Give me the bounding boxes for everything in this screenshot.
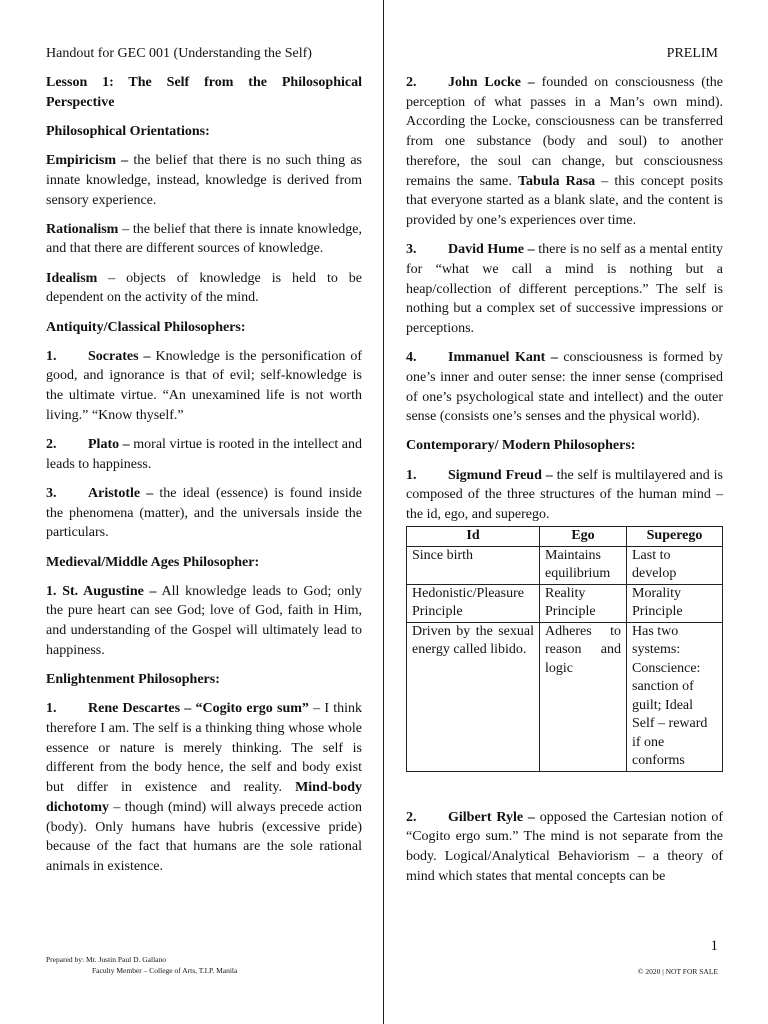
table-cell: Maintains equilibrium xyxy=(540,546,627,584)
table-cell: Morality Principle xyxy=(627,584,723,622)
left-column xyxy=(46,73,362,886)
freud-structures-table xyxy=(406,526,723,772)
descartes-paragraph: 1. Rene Descartes – “Cogito ergo sum” – I think therefore I am. The self is a thinking thing whose whole essence or nature is merely thinking. The self is different from the body hence, the self and body exist but differ in existence and reality. Mind-body dichotomy – though (mind) will always precede action (body). Only humans have hubris (excessive pride) because of the fact that humans are the sole rational animals in existence. xyxy=(46,701,362,874)
rationalism-paragraph: Rationalism – the belief that there is innate knowledge, and that there are different sources of knowledge. xyxy=(46,221,362,257)
empiricism-paragraph: Empiricism – the belief that there is no such thing as innate knowledge, instead, knowledge is derived from sensory experience. xyxy=(46,153,362,208)
table-row xyxy=(407,622,723,771)
table-cell: Hedonistic/Pleasure Principle xyxy=(407,584,540,622)
right-column xyxy=(406,73,723,896)
enlightenment-heading: Enlightenment Philosophers: xyxy=(46,672,220,688)
empiricism-term: Empiricism – xyxy=(46,153,129,169)
idealism-term: Idealism xyxy=(46,270,98,286)
faculty-line: Faculty Member – College of Arts, T.I.P. Manila xyxy=(92,966,238,975)
table-cell: Has two systems: Conscience: sanction of guilt; Ideal Self – reward if one conforms xyxy=(627,622,723,771)
table-cell: Reality Principle xyxy=(540,584,627,622)
lesson-title: Lesson 1: The Self from the Philosophical Perspective xyxy=(46,75,362,110)
term-label: PRELIM xyxy=(666,46,718,61)
kant-paragraph: 4. Immanuel Kant – consciousness is formed by one’s inner and outer sense: the inner sense (comprised of one’s psychological state and intellect) and the outer sense (consists one’s senses and the physical world). xyxy=(406,350,723,425)
rationalism-term: Rationalism xyxy=(46,221,119,237)
augustine-paragraph: 1. St. Augustine – All knowledge leads to God; only the pure heart can see God; love of God, faith in Him, and understanding of the Gospel will ultimately lead to happiness. xyxy=(46,583,363,658)
prepared-by: Prepared by: Mr. Justin Paul D. Gallano xyxy=(46,955,166,964)
table-cell: Last to develop xyxy=(627,546,723,584)
antiquity-heading: Antiquity/Classical Philosophers: xyxy=(46,319,246,335)
medieval-heading: Medieval/Middle Ages Philosopher: xyxy=(46,554,260,570)
contemporary-heading: Contemporary/ Modern Philosophers: xyxy=(406,438,636,454)
freud-paragraph: 1. Sigmund Freud – the self is multilayered and is composed of the three structures of the human mind – the id, ego, and superego. xyxy=(406,467,723,523)
table-header-cell: Id xyxy=(407,527,540,547)
table-header-cell: Ego xyxy=(540,527,627,547)
table-header-row xyxy=(407,527,723,547)
orientations-heading: Philosophical Orientations: xyxy=(46,123,210,139)
column-divider xyxy=(383,0,384,1024)
table-cell: Since birth xyxy=(407,546,540,584)
page-number: 1 xyxy=(710,938,718,954)
table-cell: Driven by the sexual energy called libido. xyxy=(407,622,540,771)
table-header-cell: Superego xyxy=(627,527,723,547)
hume-paragraph: 3. David Hume – there is no self as a mental entity for “what we call a mind is nothing but a heap/collection of different perceptions.” The self is nothing but a complex set of successive impressions or perceptions. xyxy=(406,242,723,336)
locke-paragraph: 2. John Locke – founded on consciousness (the perception of what passes in a Man’s own mind). According the Locke, consciousness can be transferred from one substance (body and soul) to another therefore, the soul can change, but consciousness remains the same. Tabula Rasa – this concept posits that everyone started as a blank slate, and the content is provided by one’s experiences over time. xyxy=(406,75,724,228)
copyright-footer: © 2020 | NOT FOR SALE xyxy=(637,967,718,976)
socrates-paragraph: 1. Socrates – Knowledge is the personification of good, and ignorance is that of evil; self-knowledge is the ultimate virtue. “An unexamined life is not worth living.” “Know thyself.” xyxy=(46,348,362,423)
table-row xyxy=(407,584,723,622)
table-cell: Adheres to reason and logic xyxy=(540,622,627,771)
plato-paragraph: 2. Plato – moral virtue is rooted in the intellect and leads to happiness. xyxy=(46,437,362,472)
aristotle-paragraph: 3. Aristotle – the ideal (essence) is found inside the phenomena (matter), and the universals inside the particulars. xyxy=(46,485,363,541)
idealism-paragraph: Idealism – objects of knowledge is held to be dependent on the activity of the mind. xyxy=(46,270,362,306)
handout-title: Handout for GEC 001 (Understanding the Self) xyxy=(46,46,312,61)
ryle-paragraph: 2. Gilbert Ryle – opposed the Cartesian notion of “Cogito ergo sum.” The mind is not separate from the body. Logical/Analytical Behaviorism – a theory of mind which states that mental concepts can be xyxy=(406,809,723,884)
prepared-by-footer xyxy=(46,954,237,976)
table-row xyxy=(407,546,723,584)
